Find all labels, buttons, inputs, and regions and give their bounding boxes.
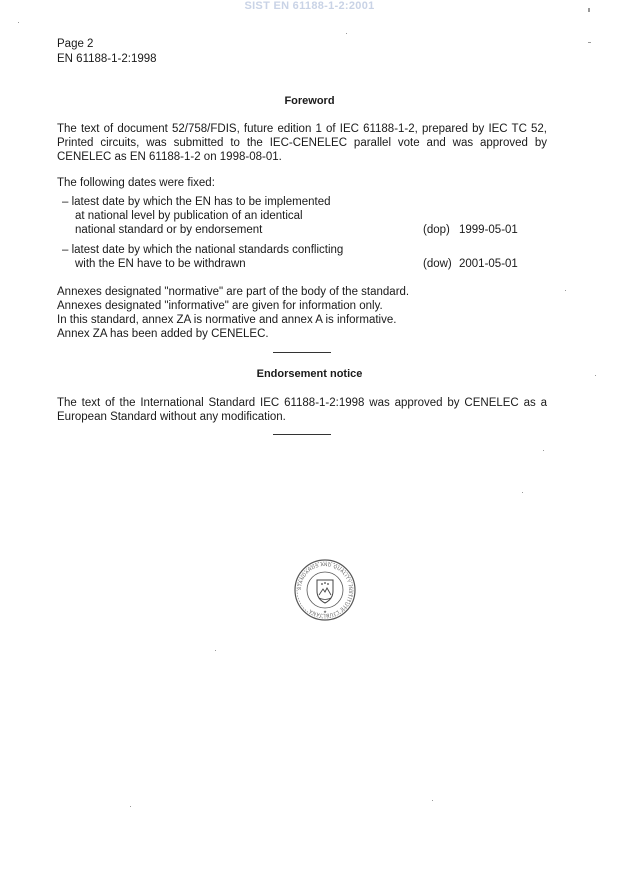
svg-text:★: ★ [323, 609, 327, 614]
scan-speck [588, 8, 590, 12]
seal-ring-text: STANDARDS AND QUALITY INSTITUTE LJUBLJANA [296, 561, 354, 619]
dates-intro: The following dates were fixed: [57, 177, 215, 189]
foreword-intro: The text of document 52/758/FDIS, future edition 1 of IEC 61188-1-2, prepared by IEC TC 52, Printed circuits, was submitted to the IEC-CENELEC parallel vote and was approved by CENELEC as EN 61188-1-2 on 1998-08-01. [57, 123, 547, 163]
annex-note-1: Annexes designated "normative" are part of the body of the standard. [57, 286, 410, 298]
scan-speck [346, 33, 347, 34]
dow-code: (dow) [423, 258, 452, 270]
dop-date: 1999-05-01 [459, 224, 518, 236]
dop-line-2: at national level by publication of an identical [75, 210, 303, 222]
watermark: SIST EN 61188-1-2:2001 [244, 0, 375, 12]
dow-date: 2001-05-01 [459, 258, 518, 270]
dow-line-2: with the EN have to be withdrawn [75, 258, 246, 270]
endorsement-text: The text of the International Standard IEC 61188-1-2:1998 was approved by CENELEC as a European Standard without any modification. [57, 397, 547, 423]
endorsement-heading: Endorsement notice [256, 368, 363, 380]
foreword-heading: Foreword [284, 95, 335, 107]
scan-speck [588, 42, 591, 43]
scan-speck [522, 492, 523, 493]
scan-speck [565, 290, 566, 291]
scan-speck [432, 800, 433, 801]
scan-speck [18, 22, 19, 23]
end-divider [273, 434, 331, 435]
page-number: Page 2 [57, 38, 94, 50]
document-reference: EN 61188-1-2:1998 [57, 53, 157, 65]
scan-speck [215, 650, 216, 651]
dop-line-1: – latest date by which the EN has to be implemented [62, 196, 331, 208]
annex-note-4: Annex ZA has been added by CENELEC. [57, 328, 269, 340]
scan-speck [543, 450, 544, 451]
scan-speck [595, 375, 596, 376]
dow-line-1: – latest date by which the national standards conflicting [62, 244, 344, 256]
dop-line-3: national standard or by endorsement [75, 224, 263, 236]
institute-seal [293, 558, 357, 627]
dop-code: (dop) [423, 224, 450, 236]
annex-note-2: Annexes designated "informative" are given for information only. [57, 300, 383, 312]
section-divider [273, 352, 331, 353]
annex-note-3: In this standard, annex ZA is normative and annex A is informative. [57, 314, 397, 326]
scan-speck [130, 806, 131, 807]
